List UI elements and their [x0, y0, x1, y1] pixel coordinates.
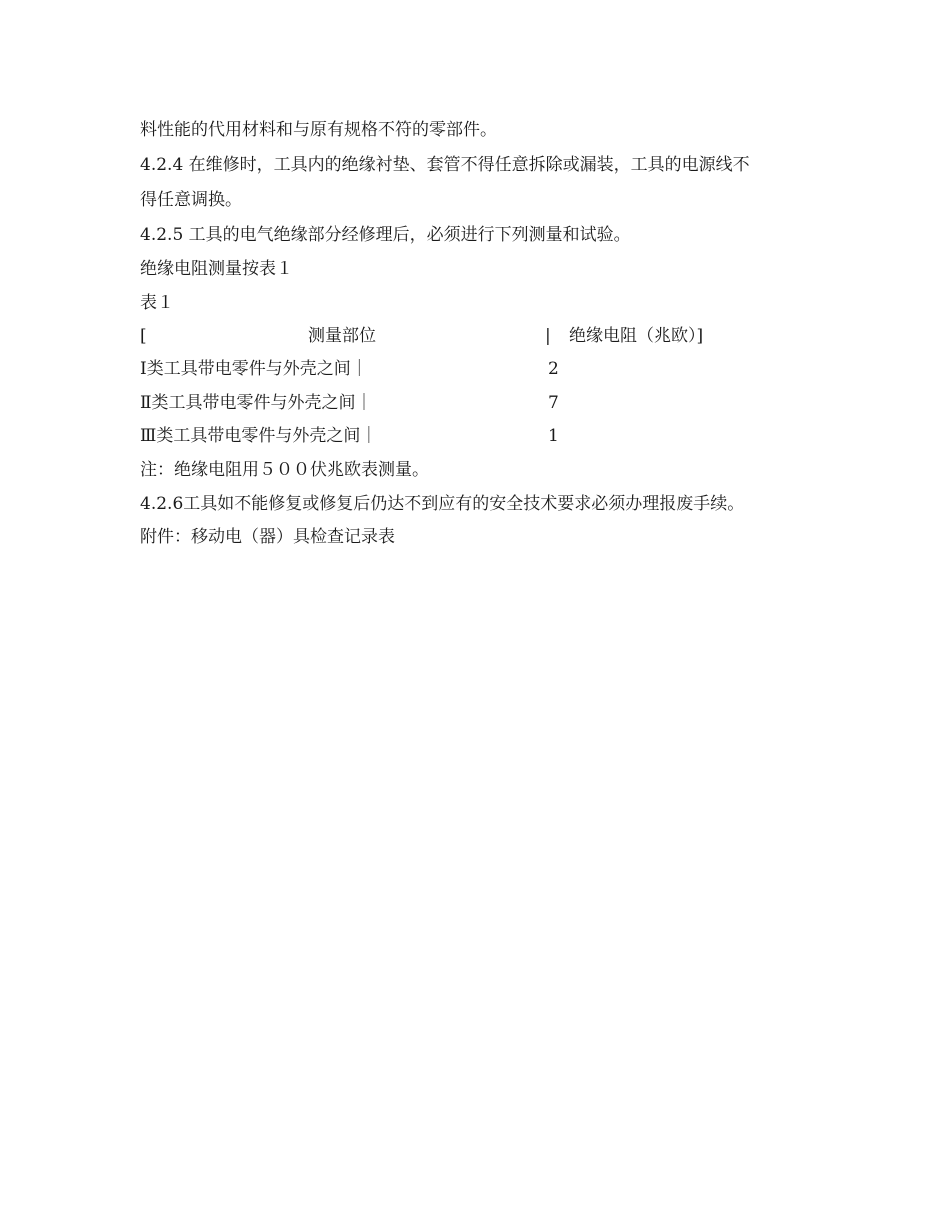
- clause-4-2-6: 4.2.6工具如不能修复或修复后仍达不到应有的安全技术要求必须办理报废手续。: [140, 494, 745, 514]
- paragraph-continuation: 料性能的代用材料和与原有规格不符的零部件。: [140, 120, 497, 140]
- row-value-class-1: 2: [548, 359, 559, 379]
- measurement-reference: 绝缘电阻测量按表１: [140, 259, 293, 279]
- header-measurement-location: 测量部位: [308, 326, 376, 346]
- row-value-class-3: 1: [548, 426, 559, 446]
- table-note: 注：绝缘电阻用５００伏兆欧表测量。: [140, 460, 429, 480]
- header-open-bracket: [: [140, 326, 147, 346]
- table-caption: 表１: [140, 293, 174, 313]
- row-part-class-2: Ⅱ类工具带电零件与外壳之间｜: [140, 393, 373, 413]
- row-part-class-3: Ⅲ类工具带电零件与外壳之间｜: [140, 426, 378, 446]
- clause-4-2-4-line-1: 4.2.4 在维修时，工具内的绝缘衬垫、套管不得任意拆除或漏装，工具的电源线不: [140, 155, 750, 175]
- clause-4-2-4-line-2: 得任意调换。: [140, 190, 242, 210]
- attachment-line: 附件：移动电（器）具检查记录表: [140, 527, 395, 547]
- row-part-class-1: Ⅰ类工具带电零件与外壳之间｜: [140, 359, 368, 379]
- header-insulation-resistance: 绝缘电阻（兆欧）]: [569, 326, 704, 346]
- clause-4-2-5: 4.2.5 工具的电气绝缘部分经修理后，必须进行下列测量和试验。: [140, 225, 631, 245]
- header-separator: |: [545, 326, 551, 346]
- row-value-class-2: 7: [548, 393, 559, 413]
